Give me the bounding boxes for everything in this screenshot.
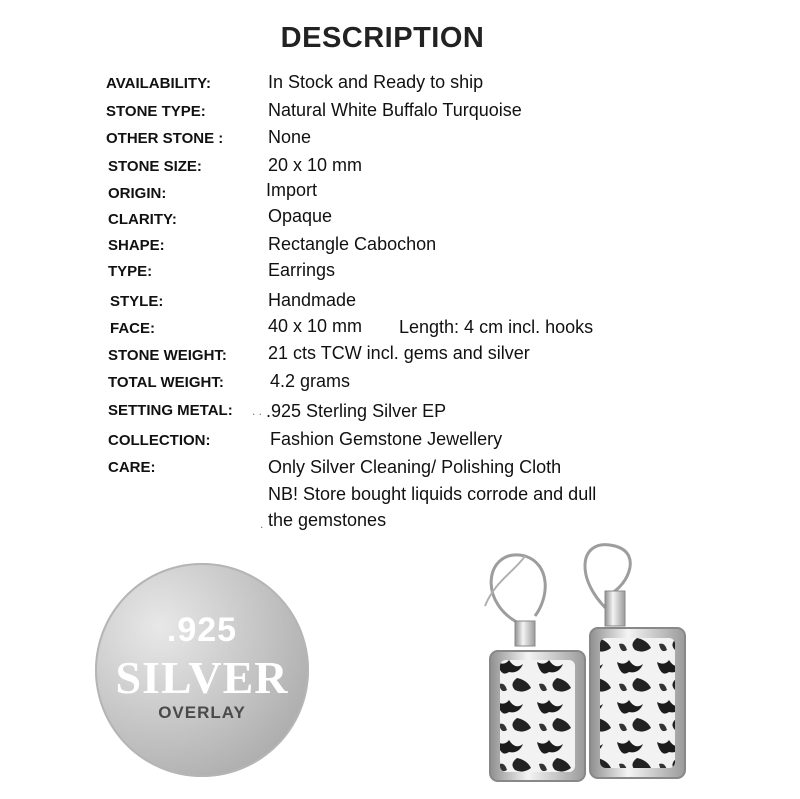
detail-value: 20 x 10 mm [268, 155, 363, 175]
badge-sub: OVERLAY [158, 703, 246, 722]
detail-value: .925 Sterling Silver EP [266, 401, 447, 421]
detail-label: AVAILABILITY: [106, 75, 211, 92]
decorative-dots: . . [252, 404, 263, 418]
detail-value: 21 cts TCW incl. gems and silver [268, 343, 530, 363]
earrings-product-image [455, 536, 755, 796]
detail-label: CARE: [108, 459, 156, 476]
detail-value: Handmade [268, 290, 357, 310]
detail-value: 4.2 grams [270, 371, 351, 391]
detail-label: STONE SIZE: [108, 158, 202, 175]
detail-label: TYPE: [108, 263, 153, 280]
detail-label: COLLECTION: [108, 432, 211, 449]
detail-value: Fashion Gemstone Jewellery [270, 429, 503, 449]
care-note-line-1: NB! Store bought liquids corrode and dull [268, 484, 597, 504]
badge-word: SILVER [115, 652, 289, 703]
detail-label: CLARITY: [108, 211, 177, 228]
detail-label: SETTING METAL: [108, 402, 233, 419]
detail-label: STYLE: [110, 293, 164, 310]
detail-label: SHAPE: [108, 237, 165, 254]
detail-label: FACE: [110, 320, 155, 337]
detail-extra: Length: 4 cm incl. hooks [399, 317, 594, 337]
detail-value: Opaque [268, 206, 333, 226]
detail-value: Only Silver Cleaning/ Polishing Cloth [268, 457, 562, 477]
badge-number: .925 [166, 611, 238, 649]
detail-value: Natural White Buffalo Turquoise [268, 100, 522, 120]
detail-label: ORIGIN: [108, 185, 167, 202]
detail-label: STONE TYPE: [106, 103, 206, 120]
detail-value: Rectangle Cabochon [268, 234, 437, 254]
detail-label: TOTAL WEIGHT: [108, 374, 224, 391]
detail-value: None [268, 127, 312, 147]
decorative-dot: . [260, 517, 264, 531]
detail-value: In Stock and Ready to ship [268, 72, 484, 92]
detail-label: STONE WEIGHT: [108, 347, 227, 364]
detail-label: OTHER STONE : [106, 130, 224, 147]
detail-value: Import [266, 180, 318, 200]
care-note-line-2: the gemstones [268, 510, 387, 530]
page-title: DESCRIPTION [280, 22, 485, 54]
silver-overlay-badge [95, 563, 309, 777]
detail-value: Earrings [268, 260, 336, 280]
detail-value: 40 x 10 mm [268, 316, 363, 336]
